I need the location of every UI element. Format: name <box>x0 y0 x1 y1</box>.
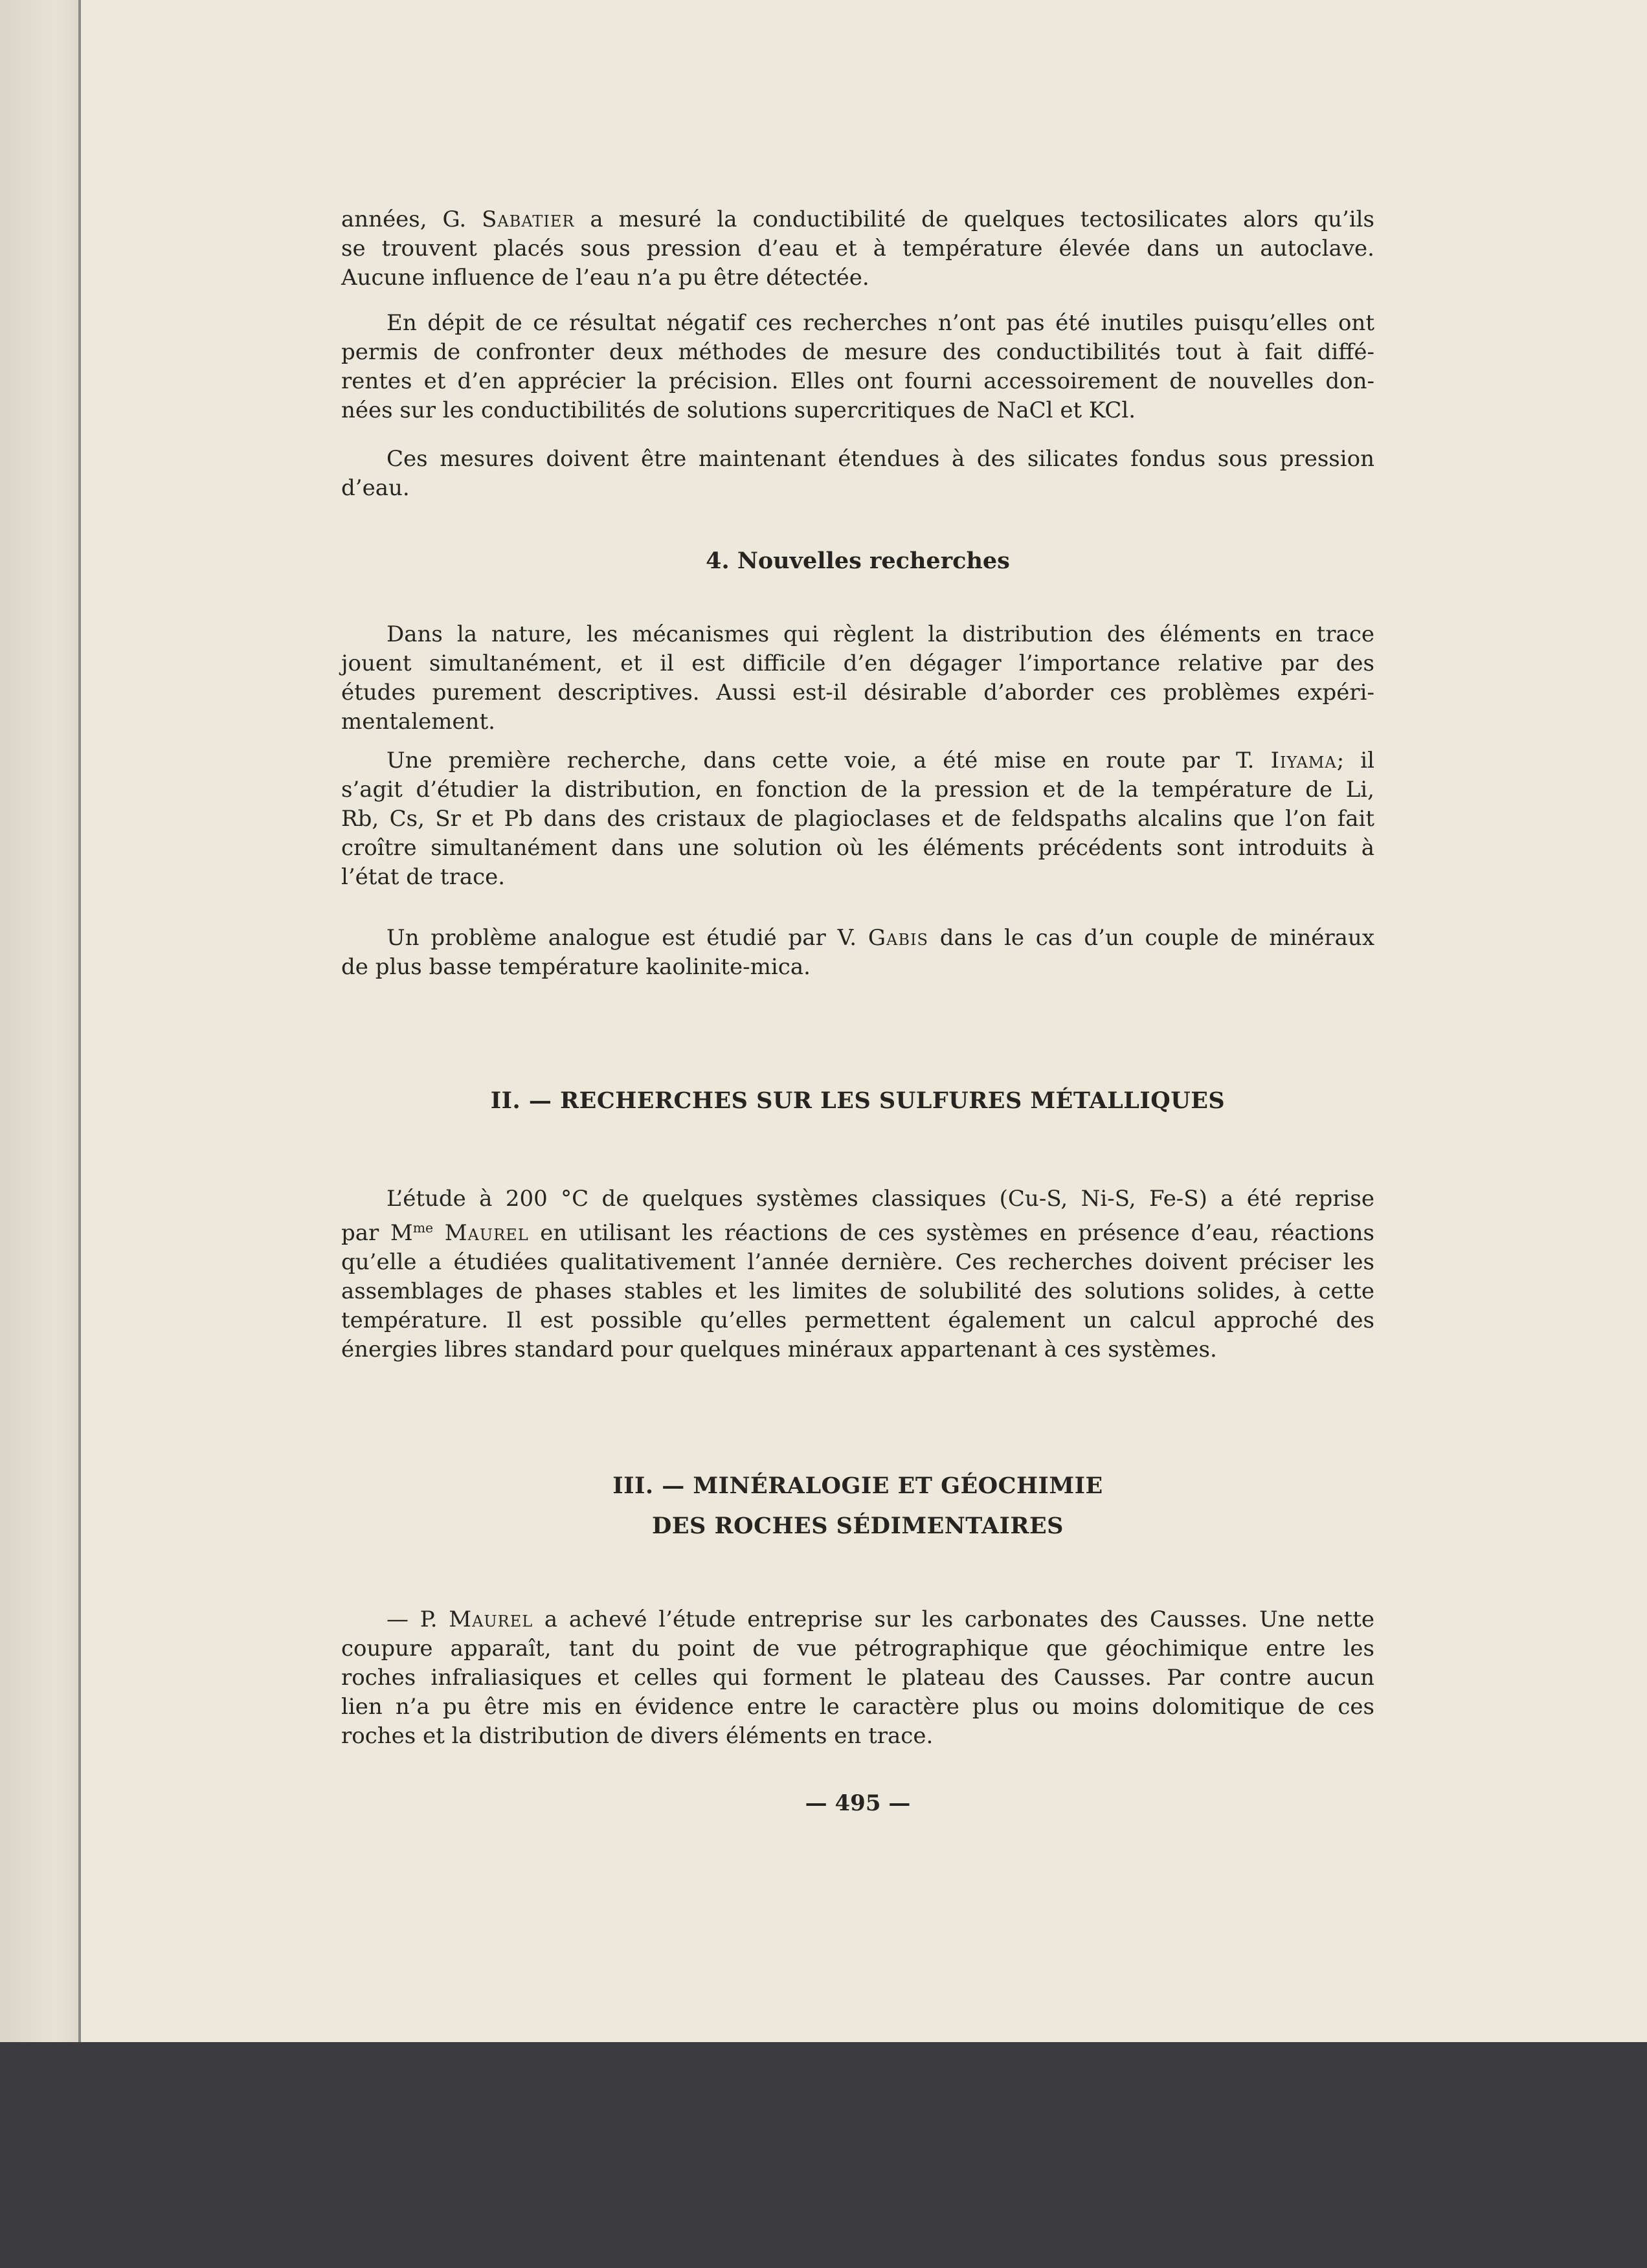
text-segment: En dépit de ce résultat négatif ces recherches n’ont pas été inutiles puisqu’elles ont <box>387 310 1374 336</box>
text-line <box>341 234 1374 263</box>
text-line <box>341 620 1374 649</box>
text-line <box>341 707 1374 737</box>
author-name: Maurel <box>444 1220 529 1247</box>
text-line <box>341 863 1374 892</box>
text-segment: croître simultanément dans une solution où les éléments précédents sont introduits à <box>341 835 1374 861</box>
text-segment: Une première recherche, dans cette voie, a été mise en route par T. <box>387 748 1271 773</box>
text-segment: roches et la distribution de divers éléments en trace. <box>341 1723 934 1749</box>
paragraph-probleme-analogue <box>341 924 1374 982</box>
author-name: Sabatier <box>482 206 575 232</box>
text-line <box>341 1306 1374 1335</box>
scanner-background <box>0 2042 1647 2268</box>
text-segment: température. Il est possible qu’elles permettent également un calcul approché des <box>341 1307 1374 1334</box>
text-segment: énergies libres standard pour quelques minéraux appartenant à ces systèmes. <box>341 1337 1217 1363</box>
text-segment: roches infraliasiques et celles qui forment le plateau des Causses. Par contre aucun <box>341 1665 1374 1691</box>
text-line <box>341 1722 1374 1751</box>
text-line <box>341 1663 1374 1693</box>
text-segment: études purement descriptives. Aussi est-il désirable d’aborder ces problèmes expéri- <box>341 680 1374 706</box>
text-line <box>341 1605 1374 1634</box>
page-number: — 495 — <box>805 1790 911 1816</box>
heading-section-iii-line2: DES ROCHES SÉDIMENTAIRES <box>652 1513 1064 1539</box>
text-line <box>341 1184 1374 1214</box>
heading-section-ii: II. — RECHERCHES SUR LES SULFURES MÉTALLIQUES <box>490 1087 1226 1114</box>
text-segment: a mesuré la conductibilité de quelques tectosilicates alors qu’ils <box>574 206 1374 232</box>
text-line <box>341 678 1374 707</box>
author-name: Maurel <box>449 1606 533 1632</box>
paragraph-sabatier <box>341 205 1374 293</box>
text-segment: dans le cas d’un couple de minéraux <box>928 925 1374 951</box>
text-line <box>341 746 1374 775</box>
text-line <box>341 1214 1374 1248</box>
text-segment: nées sur les conductibilités de solutions supercritiques de NaCl et KCl. <box>341 397 1136 423</box>
heading-nouvelles-recherches: 4. Nouvelles recherches <box>706 548 1010 574</box>
text-line <box>341 1693 1374 1722</box>
text-line <box>341 445 1374 474</box>
text-segment: coupure apparaît, tant du point de vue pétrographique que géochimique entre les <box>341 1636 1374 1662</box>
text-segment: qu’elle a étudiées qualitativement l’année dernière. Ces recherches doivent préciser les <box>341 1249 1374 1276</box>
paragraph-maurel-causses <box>341 1605 1374 1751</box>
text-line <box>341 775 1374 805</box>
text-line <box>341 367 1374 396</box>
text-line <box>341 309 1374 338</box>
text-line <box>341 805 1374 834</box>
text-segment: se trouvent placés sous pression d’eau et à température élevée dans un autoclave. <box>341 236 1374 261</box>
text-line <box>341 924 1374 953</box>
text-segment: rentes et d’en apprécier la précision. Elles ont fourni accessoirement de nouvelles don- <box>341 368 1374 394</box>
paragraph-etude-200c <box>341 1184 1374 1364</box>
text-line <box>341 1248 1374 1277</box>
text-segment: mentalement. <box>341 709 495 735</box>
text-line <box>341 1277 1374 1306</box>
text-line <box>341 1634 1374 1663</box>
text-segment: par M <box>341 1220 413 1247</box>
text-segment: a achevé l’étude entreprise sur les carbonates des Causses. Une nette <box>533 1606 1374 1632</box>
text-line <box>341 1335 1374 1364</box>
text-segment: années, G. <box>341 206 482 232</box>
paragraph-depit <box>341 309 1374 425</box>
text-line <box>341 474 1374 503</box>
text-segment: ; il <box>1336 748 1374 773</box>
text-line <box>341 396 1374 425</box>
text-segment: Dans la nature, les mécanismes qui règlent la distribution des éléments en trace <box>387 621 1374 647</box>
text-segment: permis de confronter deux méthodes de mesure des conductibilités tout à fait diffé- <box>341 339 1374 365</box>
text-segment: d’eau. <box>341 475 410 501</box>
page-binding-shadow <box>0 0 79 2042</box>
page-edge-line <box>78 0 81 2042</box>
text-segment: jouent simultanément, et il est difficile d’en dégager l’importance relative par des <box>341 650 1374 676</box>
text-segment: — P. <box>387 1606 449 1632</box>
text-line <box>341 338 1374 367</box>
text-segment: Rb, Cs, Sr et Pb dans des cristaux de plagioclases et de feldspaths alcalins que l’on fait <box>341 806 1374 832</box>
paragraph-premiere-recherche <box>341 746 1374 892</box>
author-name: Iiyama <box>1270 748 1337 773</box>
author-name: Gabis <box>868 925 928 951</box>
paragraph-mesures <box>341 445 1374 503</box>
text-line <box>341 205 1374 234</box>
text-segment: de plus basse température kaolinite-mica. <box>341 954 811 980</box>
text-segment: Aucune influence de l’eau n’a pu être détectée. <box>341 265 869 291</box>
text-line <box>341 263 1374 293</box>
text-segment <box>433 1220 445 1246</box>
text-segment: Ces mesures doivent être maintenant étendues à des silicates fondus sous pression <box>387 446 1374 472</box>
superscript: me <box>412 1220 434 1236</box>
paragraph-nature <box>341 620 1374 737</box>
text-line <box>341 834 1374 863</box>
text-segment: en utilisant les réactions de ces systèmes en présence d’eau, réactions <box>528 1220 1374 1247</box>
text-segment: assemblages de phases stables et les limites de solubilité des solutions solides, à cette <box>341 1278 1374 1305</box>
heading-section-iii-line1: III. — MINÉRALOGIE ET GÉOCHIMIE <box>612 1473 1103 1499</box>
text-segment: s’agit d’étudier la distribution, en fonction de la pression et de la température de Li, <box>341 777 1374 803</box>
text-segment: l’état de trace. <box>341 864 506 890</box>
text-segment: lien n’a pu être mis en évidence entre le caractère plus ou moins dolomitique de ces <box>341 1694 1374 1720</box>
text-segment: L’étude à 200 °C de quelques systèmes classiques (Cu-S, Ni-S, Fe-S) a été reprise <box>387 1186 1374 1212</box>
text-line <box>341 649 1374 678</box>
text-line <box>341 953 1374 982</box>
text-segment: Un problème analogue est étudié par V. <box>387 925 868 951</box>
